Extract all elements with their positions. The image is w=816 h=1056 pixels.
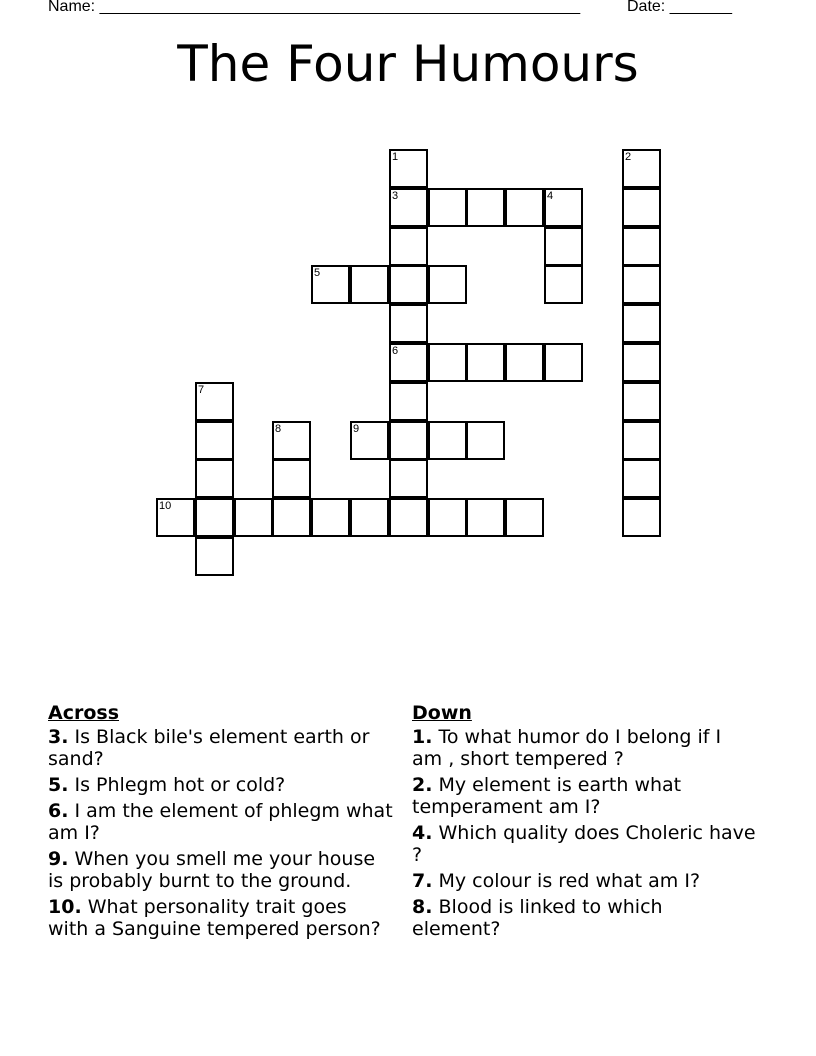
crossword-cell[interactable] [466, 421, 505, 460]
clue-text: What personality trait goes with a Sanguine tempered person? [48, 896, 381, 940]
clue-text: Which quality does Choleric have ? [412, 822, 756, 866]
crossword-cell[interactable] [428, 343, 467, 382]
crossword-cell[interactable] [389, 421, 428, 460]
crossword-cell[interactable] [156, 498, 195, 537]
crossword-cell[interactable] [505, 498, 544, 537]
clue-number: 1. [412, 726, 433, 748]
clue-text: Is Phlegm hot or cold? [74, 774, 286, 796]
name-field-label: Name: ______________________________________________________ [48, 0, 581, 15]
crossword-cell[interactable] [389, 382, 428, 421]
crossword-cell[interactable] [195, 537, 234, 576]
clue-down-2 [412, 774, 757, 818]
crossword-cell[interactable] [544, 265, 583, 304]
crossword-cell[interactable] [622, 265, 661, 304]
crossword-cell[interactable] [544, 227, 583, 266]
clue-across-6 [48, 800, 393, 844]
crossword-cell[interactable] [622, 459, 661, 498]
clue-text: When you smell me your house is probably burnt to the ground. [48, 848, 376, 892]
clue-down-7 [412, 870, 757, 892]
crossword-cell[interactable] [622, 382, 661, 421]
clue-number: 7. [412, 870, 433, 892]
crossword-cell[interactable] [389, 188, 428, 227]
clue-text: I am the element of phlegm what am I? [48, 800, 393, 844]
crossword-cell[interactable] [622, 498, 661, 537]
crossword-cell[interactable] [195, 498, 234, 537]
crossword-cell[interactable] [389, 304, 428, 343]
crossword-cell[interactable] [428, 265, 467, 304]
clue-across-10 [48, 896, 393, 940]
cell-number: 2 [625, 151, 632, 163]
clue-across-5 [48, 774, 393, 796]
clue-down-8 [412, 896, 757, 940]
cell-number: 4 [547, 190, 554, 202]
crossword-cell[interactable] [622, 188, 661, 227]
crossword-cell[interactable] [428, 188, 467, 227]
cell-number: 6 [392, 345, 399, 357]
crossword-cell[interactable] [389, 227, 428, 266]
cell-number: 3 [392, 190, 399, 202]
cell-number: 7 [198, 384, 205, 396]
crossword-cell[interactable] [466, 188, 505, 227]
crossword-cell[interactable] [622, 304, 661, 343]
crossword-cell[interactable] [350, 498, 389, 537]
clue-text: My element is earth what temperament am I? [412, 774, 682, 818]
clue-number: 6. [48, 800, 69, 822]
crossword-cell[interactable] [544, 188, 583, 227]
clue-down-4 [412, 822, 757, 866]
cell-number: 9 [353, 423, 360, 435]
crossword-cell[interactable] [505, 343, 544, 382]
clue-number: 8. [412, 896, 433, 918]
crossword-cell[interactable] [428, 498, 467, 537]
crossword-cell[interactable] [622, 227, 661, 266]
across-heading: Across [48, 702, 120, 724]
page-title: The Four Humours [177, 35, 639, 93]
crossword-cell[interactable] [389, 498, 428, 537]
crossword-cell[interactable] [195, 421, 234, 460]
clue-number: 4. [412, 822, 433, 844]
date-field-label: Date: _______ [627, 0, 732, 15]
crossword-cell[interactable] [466, 343, 505, 382]
cell-number: 10 [159, 500, 172, 512]
cell-number: 5 [314, 267, 321, 279]
crossword-cell[interactable] [389, 343, 428, 382]
crossword-cell[interactable] [544, 343, 583, 382]
clue-across-3 [48, 726, 393, 770]
crossword-cell[interactable] [311, 265, 350, 304]
clue-text: To what humor do I belong if I am , short tempered ? [412, 726, 722, 770]
cell-number: 1 [392, 151, 399, 163]
clue-number: 2. [412, 774, 433, 796]
crossword-cell[interactable] [195, 382, 234, 421]
crossword-cell[interactable] [466, 498, 505, 537]
clue-text: Blood is linked to which element? [412, 896, 663, 940]
crossword-cell[interactable] [234, 498, 273, 537]
crossword-cell[interactable] [272, 459, 311, 498]
clue-number: 10. [48, 896, 82, 918]
crossword-cell[interactable] [195, 459, 234, 498]
crossword-cell[interactable] [311, 498, 350, 537]
crossword-cell[interactable] [272, 498, 311, 537]
down-heading: Down [412, 702, 472, 724]
clue-text: Is Black bile's element earth or sand? [48, 726, 370, 770]
clue-number: 5. [48, 774, 69, 796]
crossword-cell[interactable] [622, 343, 661, 382]
clue-number: 3. [48, 726, 69, 748]
crossword-cell[interactable] [350, 421, 389, 460]
crossword-cell[interactable] [389, 459, 428, 498]
clue-text: My colour is red what am I? [438, 870, 701, 892]
cell-number: 8 [275, 423, 282, 435]
down-clues [412, 702, 757, 944]
crossword-cell[interactable] [505, 188, 544, 227]
crossword-cell[interactable] [272, 421, 311, 460]
crossword-cell[interactable] [428, 421, 467, 460]
crossword-cell[interactable] [350, 265, 389, 304]
crossword-cell[interactable] [622, 149, 661, 188]
clue-across-9 [48, 848, 393, 892]
crossword-cell[interactable] [389, 265, 428, 304]
across-clues [48, 702, 393, 944]
clue-down-1 [412, 726, 757, 770]
clue-number: 9. [48, 848, 69, 870]
crossword-cell[interactable] [389, 149, 428, 188]
crossword-cell[interactable] [622, 421, 661, 460]
